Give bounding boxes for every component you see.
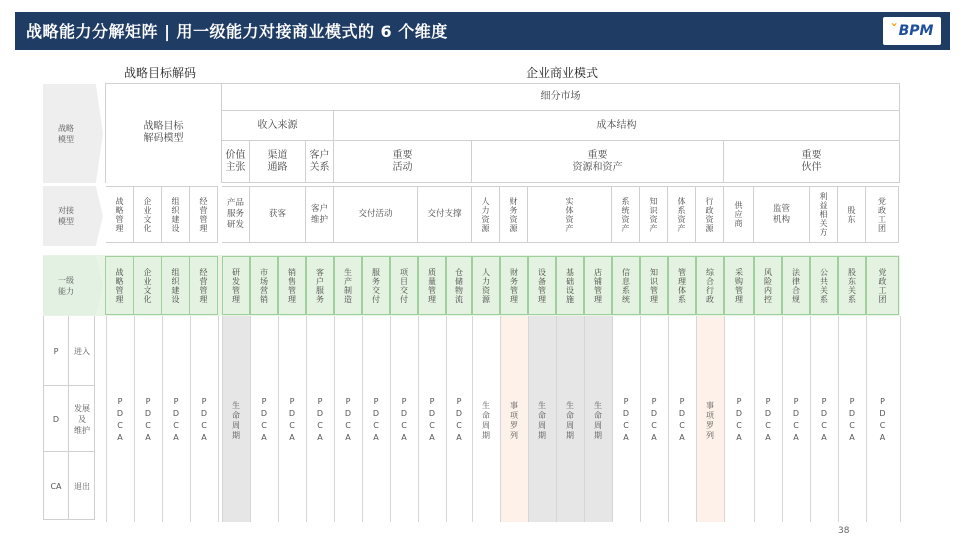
docking-delivery-text: 交付活动: [358, 209, 393, 219]
level1-19: [754, 256, 782, 315]
cell-12-text: 生命周期: [565, 401, 575, 441]
left-decode-header: [105, 83, 222, 183]
cell-0-text: 生命周期: [231, 401, 241, 441]
level1-15: [640, 256, 668, 315]
cell-10: [500, 366, 528, 476]
grid-vline: [900, 316, 901, 522]
top-key-resource: [472, 141, 724, 183]
docking-system-text: 系统资产: [621, 196, 630, 233]
cell-20: [782, 366, 810, 476]
cell-7: [418, 366, 446, 476]
docking-shareholder-text: 股东: [847, 205, 856, 224]
left-pdca-0-text: PDCA: [115, 397, 125, 445]
level1-7-text: 质量管理: [427, 267, 437, 304]
cell-10-text: 事项罗列: [509, 401, 519, 441]
cell-21-text: PDCA: [819, 397, 829, 445]
docking-regulator: [754, 186, 810, 243]
cell-8-text: PDCA: [454, 397, 464, 445]
top-customer-rel-text: 客户 关系: [309, 149, 330, 173]
level1-12: [556, 256, 584, 315]
docking-hr: [472, 186, 500, 243]
level1-11-text: 设备管理: [537, 267, 547, 304]
phase-code-1: [43, 386, 69, 452]
row-label-model-label: 战略 模型: [58, 123, 74, 144]
docking-left-0-text: 战略管理: [115, 196, 124, 233]
docking-physical: [528, 186, 612, 243]
section-right-label: 企业商业模式: [526, 66, 599, 80]
cell-23-text: PDCA: [878, 397, 887, 445]
docking-delivery-support-text: 交付支撑: [427, 209, 462, 219]
cell-1: [250, 366, 278, 476]
cell-18-text: PDCA: [734, 397, 744, 445]
cell-8: [446, 366, 472, 476]
cell-6-text: PDCA: [399, 397, 409, 445]
phase-code-0: [43, 316, 69, 386]
phase-name-0: [69, 316, 95, 386]
docking-left-3: [190, 186, 218, 243]
level1-11: [528, 256, 556, 315]
phase-name-1-text: 发展 及 维护: [74, 403, 90, 435]
logo-text: BPM: [898, 23, 934, 39]
top-channel-text: 渠道 通路: [267, 149, 288, 173]
level1-1-text: 市场营销: [259, 267, 269, 304]
top-cost-text: 成本结构: [596, 119, 637, 131]
docking-regulator-text: 监管 机构: [772, 203, 790, 225]
phase-code-1-text: D: [52, 414, 60, 424]
docking-left-1: [134, 186, 162, 243]
docking-admin-text: 行政资源: [705, 196, 714, 233]
level1-left-0: [105, 256, 134, 315]
level1-1: [250, 256, 278, 315]
docking-product-text: 产品 服务 研发: [226, 198, 244, 230]
level1-9-text: 人力资源: [481, 267, 491, 304]
level1-left-3-text: 经营管理: [199, 267, 208, 304]
top-customer-rel: [306, 141, 334, 183]
bpm-logo: [883, 17, 941, 45]
docking-maintain: [306, 186, 334, 243]
docking-party-text: 党政工团: [877, 196, 887, 233]
level1-19-text: 风险内控: [763, 267, 773, 304]
page-number: 38: [838, 526, 850, 536]
level1-3-text: 客户服务: [315, 267, 325, 304]
level1-10: [500, 256, 528, 315]
phase-name-2: [69, 452, 95, 520]
cell-14: [612, 366, 640, 476]
cell-13: [584, 366, 612, 476]
level1-left-2: [161, 256, 190, 315]
level1-7: [418, 256, 446, 315]
level1-15-text: 知识管理: [649, 267, 659, 304]
top-channel: [250, 141, 306, 183]
cell-7-text: PDCA: [427, 397, 437, 445]
top-revenue-text: 收入来源: [257, 119, 298, 131]
cell-2-text: PDCA: [287, 397, 297, 445]
level1-left-0-text: 战略管理: [115, 267, 124, 304]
top-cost: [334, 111, 900, 141]
left-pdca-1-text: PDCA: [143, 397, 153, 445]
cell-20-text: PDCA: [791, 397, 801, 445]
header: [0, 0, 960, 58]
level1-14: [612, 256, 640, 315]
top-value: [222, 141, 250, 183]
level1-2: [278, 256, 306, 315]
cell-11: [528, 366, 556, 476]
docking-body: [668, 186, 696, 243]
cell-14-text: PDCA: [621, 397, 631, 445]
cell-17-text: 事项罗列: [705, 401, 715, 441]
cell-4-text: PDCA: [343, 397, 353, 445]
page-title: 战略能力分解矩阵 | 用一级能力对接商业模式的 6 个维度: [26, 22, 448, 41]
docking-delivery-support: [418, 186, 472, 243]
cell-23: [866, 366, 899, 476]
docking-maintain-text: 客户 维护: [310, 203, 328, 225]
cell-18: [724, 366, 754, 476]
level1-21-text: 公共关系: [819, 267, 829, 304]
level1-14-text: 信息系统: [621, 267, 631, 304]
level1-left-1: [133, 256, 162, 315]
grid-vline: [218, 316, 219, 522]
docking-delivery: [334, 186, 418, 243]
cell-9: [472, 366, 500, 476]
level1-6: [390, 256, 418, 315]
level1-0-text: 研发管理: [231, 267, 241, 304]
level1-12-text: 基础设施: [565, 267, 575, 304]
cell-3: [306, 366, 334, 476]
cell-0: [222, 366, 250, 476]
left-decode-header-text: 战略目标 解码模型: [143, 121, 184, 144]
docking-left-1-text: 企业文化: [143, 196, 152, 233]
row-label-docking-label: 对接 模型: [58, 206, 74, 226]
docking-hr-text: 人力资源: [481, 196, 490, 233]
level1-13-text: 店铺管理: [593, 267, 603, 304]
top-key-activity-text: 重要 活动: [392, 149, 413, 173]
level1-13: [584, 256, 612, 315]
cell-19: [754, 366, 782, 476]
level1-16-text: 管理体系: [677, 267, 687, 304]
docking-supplier-text: 供应商: [734, 201, 743, 228]
level1-20-text: 法律合规: [791, 267, 801, 304]
level1-22-text: 股东关系: [847, 267, 857, 304]
cell-22: [838, 366, 866, 476]
level1-9: [472, 256, 500, 315]
cell-2: [278, 366, 306, 476]
top-revenue: [222, 111, 334, 141]
docking-finance-text: 财务资源: [509, 196, 518, 233]
phase-name-1: [69, 386, 95, 452]
cell-21: [810, 366, 838, 476]
phase-code-2-text: CA: [50, 481, 62, 491]
level1-10-text: 财务管理: [509, 267, 519, 304]
cell-5: [362, 366, 390, 476]
top-key-partner: [724, 141, 900, 183]
row-label-level1-label: 一级 能力: [58, 275, 74, 296]
cell-5-text: PDCA: [371, 397, 381, 445]
phase-code-2: [43, 452, 69, 520]
cell-15-text: PDCA: [649, 397, 659, 445]
cell-4: [334, 366, 362, 476]
docking-stakeholder-text: 利益相关方: [819, 192, 828, 237]
docking-party: [866, 186, 899, 243]
logo-mark-icon: ˇ: [890, 23, 898, 39]
cell-12: [556, 366, 584, 476]
cell-15: [640, 366, 668, 476]
docking-stakeholder: [810, 186, 838, 243]
phase-name-0-text: 进入: [74, 346, 90, 356]
cell-9-text: 生命周期: [481, 401, 491, 441]
level1-16: [668, 256, 696, 315]
level1-left-2-text: 组织建设: [171, 267, 180, 304]
section-left-label: 战略目标解码: [124, 66, 197, 80]
level1-6-text: 项目交付: [399, 267, 409, 304]
docking-left-2: [162, 186, 190, 243]
left-pdca-3: [190, 366, 218, 476]
docking-knowledge: [640, 186, 668, 243]
level1-21: [810, 256, 838, 315]
level1-18: [724, 256, 754, 315]
docking-physical-text: 实体资产: [565, 196, 574, 233]
top-segment-market-text: 细分市场: [540, 90, 581, 102]
top-segment-market: [222, 83, 900, 111]
level1-17: [696, 256, 724, 315]
docking-knowledge-text: 知识资产: [649, 196, 658, 233]
level1-23: [866, 256, 899, 315]
level1-20: [782, 256, 810, 315]
docking-supplier: [724, 186, 754, 243]
level1-5: [362, 256, 390, 315]
level1-4: [334, 256, 362, 315]
level1-8-text: 仓储物流: [454, 267, 464, 304]
level1-4-text: 生产制造: [343, 267, 353, 304]
docking-admin: [696, 186, 724, 243]
left-pdca-3-text: PDCA: [199, 397, 209, 445]
left-pdca-2-text: PDCA: [171, 397, 181, 445]
left-pdca-2: [162, 366, 190, 476]
level1-left-1-text: 企业文化: [143, 267, 152, 304]
cell-16-text: PDCA: [677, 397, 687, 445]
docking-acquire-text: 获客: [268, 209, 286, 219]
cell-17: [696, 366, 724, 476]
cell-1-text: PDCA: [259, 397, 269, 445]
top-value-text: 价值 主张: [225, 149, 246, 173]
cell-16: [668, 366, 696, 476]
docking-body-text: 体系资产: [677, 196, 686, 233]
level1-22: [838, 256, 866, 315]
top-key-activity: [334, 141, 472, 183]
cell-13-text: 生命周期: [593, 401, 603, 441]
level1-18-text: 采购管理: [734, 267, 744, 304]
level1-3: [306, 256, 334, 315]
docking-acquire: [250, 186, 306, 243]
cell-3-text: PDCA: [315, 397, 325, 445]
cell-6: [390, 366, 418, 476]
cell-19-text: PDCA: [763, 397, 773, 445]
level1-8: [446, 256, 472, 315]
level1-23-text: 党政工团: [878, 267, 887, 304]
docking-left-2-text: 组织建设: [171, 196, 180, 233]
left-pdca-0: [106, 366, 134, 476]
docking-product: [222, 186, 250, 243]
docking-shareholder: [838, 186, 866, 243]
docking-left-3-text: 经营管理: [199, 196, 208, 233]
level1-0: [222, 256, 250, 315]
level1-17-text: 综合行政: [705, 267, 715, 304]
level1-5-text: 服务交付: [371, 267, 381, 304]
docking-left-0: [106, 186, 134, 243]
top-key-partner-text: 重要 伙伴: [801, 149, 822, 173]
phase-code-0-text: P: [53, 346, 59, 356]
cell-22-text: PDCA: [847, 397, 857, 445]
level1-left-3: [189, 256, 218, 315]
cell-11-text: 生命周期: [537, 401, 547, 441]
phase-name-2-text: 退出: [74, 481, 90, 491]
docking-finance: [500, 186, 528, 243]
docking-system: [612, 186, 640, 243]
top-key-resource-text: 重要 资源和资产: [572, 149, 623, 173]
left-pdca-1: [134, 366, 162, 476]
level1-2-text: 销售管理: [287, 267, 297, 304]
